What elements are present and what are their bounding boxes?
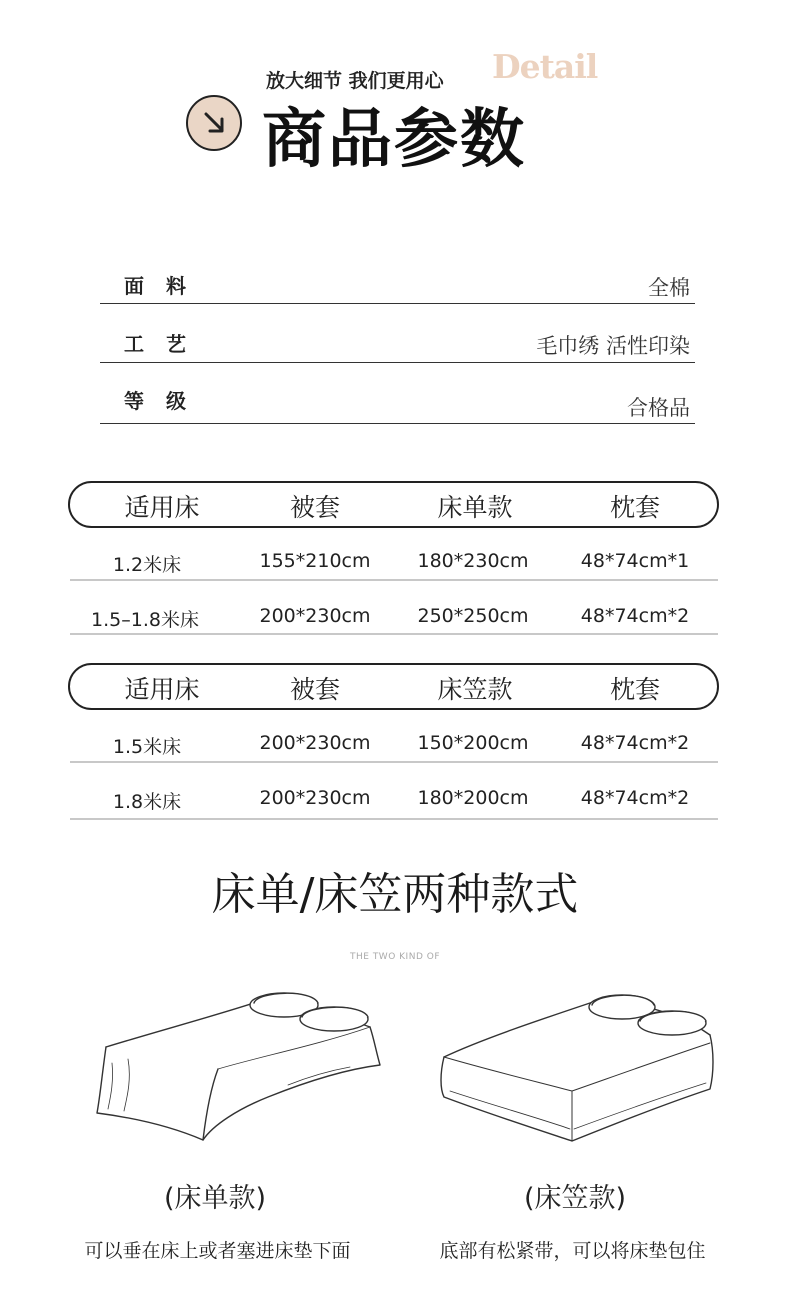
fitted-sheet-caption: (床笠款) — [523, 1183, 627, 1214]
spec-label: 工艺 — [124, 332, 208, 356]
table-header-cell: 床笠款 — [437, 675, 513, 704]
table-cell: 1.5–1.8米床 — [91, 609, 199, 631]
table-cell: 1.8米床 — [112, 791, 182, 813]
spec-label: 等级 — [124, 389, 208, 413]
table-header-cell: 床单款 — [437, 493, 513, 522]
table-cell: 180*230cm — [417, 550, 529, 572]
styles-subtitle: THE TWO KIND OF — [350, 952, 440, 962]
row-divider — [70, 579, 718, 581]
divider — [100, 303, 695, 304]
row-divider — [70, 633, 718, 635]
divider — [100, 362, 695, 363]
table-cell: 200*230cm — [259, 732, 371, 754]
table-header-cell: 被套 — [289, 675, 340, 704]
table-cell: 180*200cm — [417, 787, 529, 809]
table-cell: 150*200cm — [417, 732, 529, 754]
spec-value: 合格品 — [627, 396, 690, 420]
arrow-down-right-icon — [186, 95, 242, 151]
styles-title: 床单/床笠两种款式 — [211, 869, 579, 920]
table-header-cell: 适用床 — [124, 675, 200, 704]
row-divider — [70, 761, 718, 763]
fitted-sheet-bed-icon — [432, 985, 722, 1150]
fitted-sheet-description: 底部有松紧带，可以将床垫包住 — [439, 1240, 706, 1262]
table-cell: 48*74cm*2 — [580, 732, 690, 754]
flat-sheet-description: 可以垂在床上或者塞进床垫下面 — [84, 1240, 351, 1262]
tagline: 放大细节 我们更用心 — [266, 70, 444, 92]
table-header-cell: 枕套 — [609, 493, 660, 522]
detail-watermark: Detail — [492, 47, 598, 86]
table-header-cell: 枕套 — [609, 675, 660, 704]
table-header-cell: 被套 — [289, 493, 340, 522]
spec-value: 毛巾绣 活性印染 — [536, 334, 690, 358]
spec-label: 面料 — [124, 274, 208, 298]
flat-sheet-caption: (床单款) — [163, 1183, 267, 1214]
table-cell: 1.5米床 — [112, 736, 182, 758]
table-cell: 250*250cm — [417, 605, 529, 627]
row-divider — [70, 818, 718, 820]
flat-sheet-bed-icon — [88, 985, 388, 1150]
table-cell: 48*74cm*2 — [580, 605, 690, 627]
table-cell: 1.2米床 — [112, 554, 182, 576]
table-cell: 48*74cm*2 — [580, 787, 690, 809]
page-title: 商品参数 — [262, 103, 526, 177]
table-cell: 155*210cm — [259, 550, 371, 572]
table-cell: 48*74cm*1 — [580, 550, 690, 572]
spec-value: 全棉 — [648, 276, 690, 300]
divider — [100, 423, 695, 424]
table-header-cell: 适用床 — [124, 493, 200, 522]
table-cell: 200*230cm — [259, 605, 371, 627]
table-cell: 200*230cm — [259, 787, 371, 809]
